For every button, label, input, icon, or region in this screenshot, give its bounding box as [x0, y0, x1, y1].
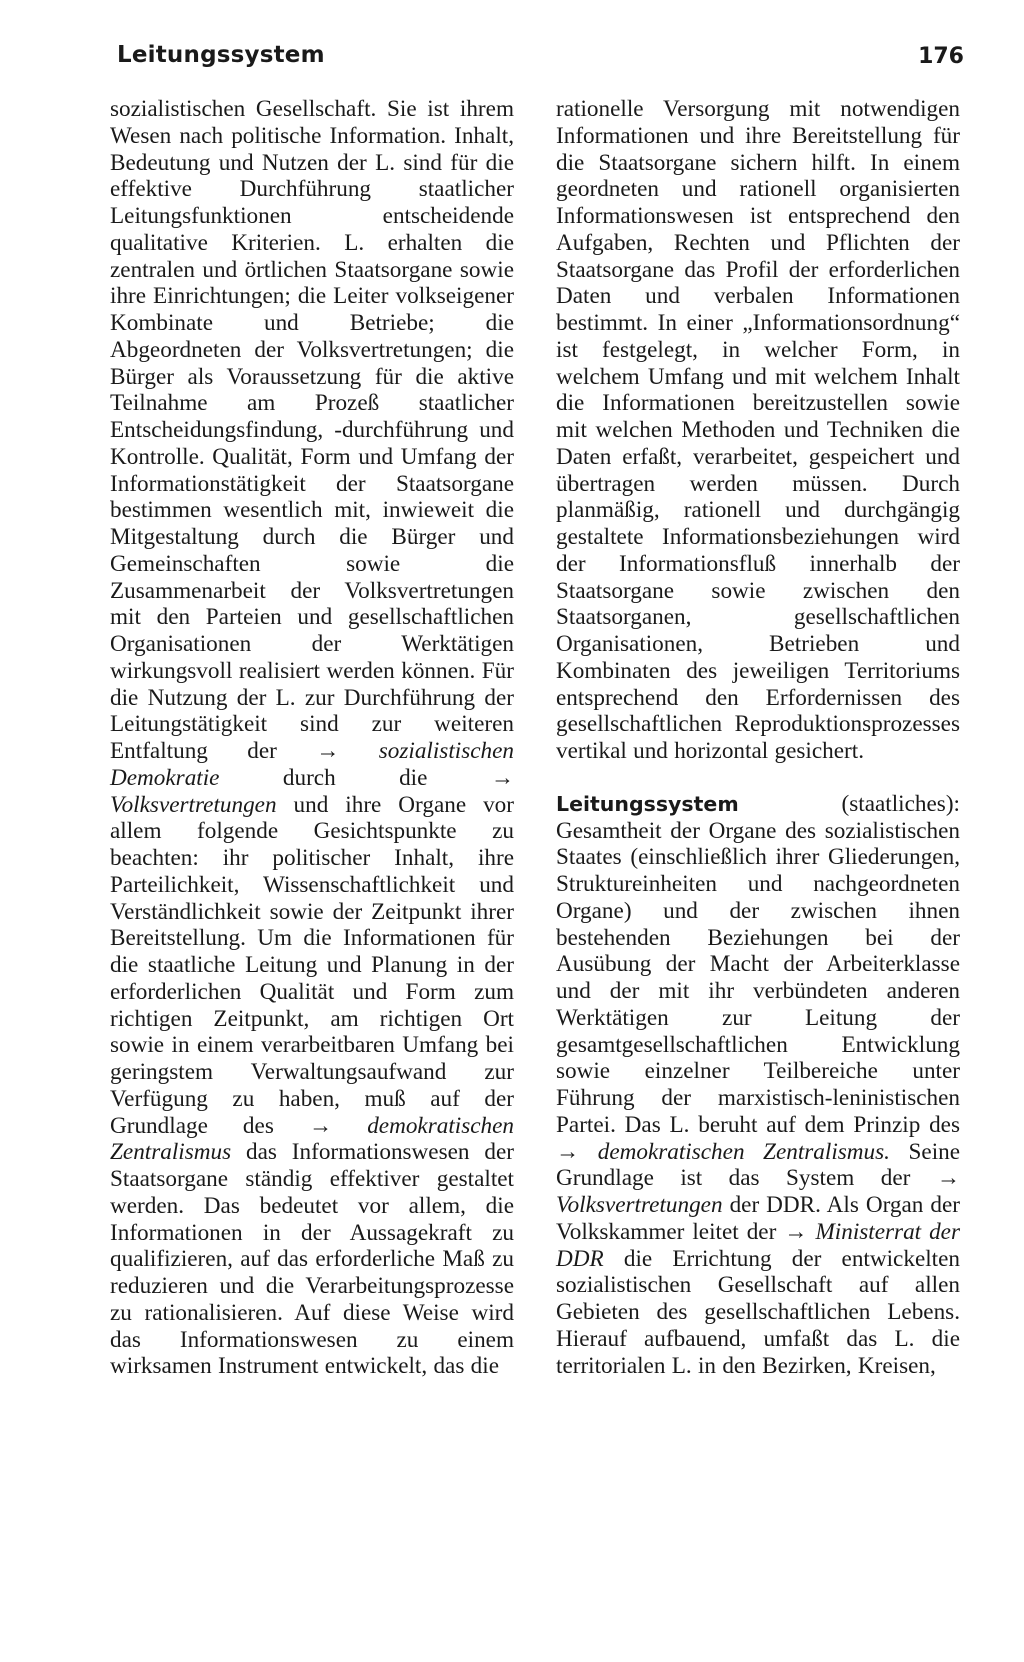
arrow-right-icon: →	[316, 738, 340, 764]
left-column	[110, 96, 514, 1380]
right-text-2: Seine Grundlage ist das System der	[556, 1138, 961, 1192]
cross-ref-sozialistische-demokratie[interactable]: sozialistischen Demokratie	[110, 738, 515, 791]
right-text-3: der DDR. Als Organ der Volkskammer leitet der	[556, 1192, 960, 1245]
left-text-3: und ihre Organe vor allem folgende Gesichtspunkte zu beachten: ihr politischer Inhalt, ihre Parteilichkeit, Wissenschaftlichkeit und Verständlichkeit sowie der Zeitpunkt ihrer Bereitstellung. Um die Informationen für die staatliche Leitung und Planung in der erforderlichen Qualität und Form zum richtigen Zeitpunkt, am richtigen Ort sowie in einem verarbeitbaren Umfang bei geringstem Verwaltungsaufwand zur Verfügung zu haben, muß auf der Grundlage des	[110, 791, 514, 1139]
left-paragraph	[110, 96, 514, 1380]
left-text-1: sozialistischen Gesellschaft. Sie ist ihrem Wesen nach politische Information. Inhalt, Bedeutung und Nutzen der L. sind für die effektive Durchführung staatlicher Leitungsfunktionen entscheidende qualitative Kriterien. L. erhalten die zentralen und örtlichen Staatsorgane sowie ihre Einrichtungen; die Leiter volkseigener Kombinate und Betriebe; die Abgeordneten der Volksvertretungen; die Bürger als Voraussetzung für die aktive Teilnahme am Prozeß staatlicher Entscheidungsfindung, -durchführung und Kontrolle. Qualität, Form und Umfang der Informationstätigkeit der Staatsorgane bestimmen wesentlich mit, inwieweit die Mitgestaltung durch die Bürger und Gemeinschaften sowie die Zusammenarbeit der Volksvertretungen mit den Parteien und gesellschaftlichen Organisationen der Werktätigen wirkungsvoll realisiert werden können. Für die Nutzung der L. zur Durchführung der Leitungstätigkeit sind zur weiteren Entfaltung der	[110, 96, 514, 764]
arrow-right-icon: →	[556, 1138, 580, 1165]
page-number: 176	[918, 44, 964, 69]
right-paragraph-continuation: rationelle Versorgung mit notwendigen Informationen und ihre Bereitstellung für die Staatsorgane sichern hilft. In einem geordneten und rationell organisierten Informationswesen ist entsprechend den Aufgaben, Rechten und Pflichten der Staatsorgane das Profil der erforderlichen Daten und verbalen Informationen bestimmt. In einer „Informationsordnung“ ist festgelegt, in welcher Form, in welchem Umfang und mit welchem Inhalt die Informationen bereitzustellen sowie mit welchen Methoden und Techniken die Daten erfaßt, verarbeitet, gespeichert und übertragen werden müssen. Durch planmäßig, rationell und durchgängig gestaltete Informationsbeziehungen wird der Informationsfluß innerhalb der Staatsorgane sowie zwischen den Staatsorganen, gesellschaftlichen Organisationen, Betrieben und Kombinaten des jeweiligen Territoriums entsprechend den Erfordernissen des gesellschaftlichen Reproduktionsprozesses vertikal und horizontal gesichert.	[556, 96, 960, 764]
right-column	[556, 96, 960, 1379]
cross-ref-volksvertretungen[interactable]: Volksvertretungen	[110, 791, 277, 818]
entry-lemma: Leitungssystem	[556, 791, 739, 816]
entry-leitungssystem	[556, 791, 960, 1380]
arrow-right-icon: →	[936, 1165, 961, 1192]
left-text-2: durch die	[282, 764, 428, 791]
arrow-right-icon: →	[784, 1218, 808, 1245]
arrow-right-icon: →	[308, 1112, 333, 1139]
arrow-right-icon: →	[490, 764, 514, 791]
right-text-4: die Errichtung der entwickelten sozialistischen Gesellschaft auf allen Gebieten des gesellschaftlichen Lebens. Hierauf aufbauend, umfaßt das L. die territorialen L. in den Bezirken, Kreisen,	[556, 1245, 961, 1379]
cross-ref-demokratischer-zentralismus[interactable]: demokratischen Zentralismus	[110, 1112, 515, 1166]
left-text-4: das Informationswesen der Staatsorgane ständig effektiver gestaltet werden. Das bedeutet vor allem, die Informationen in der Aussagekraft zu qualifizieren, auf das erforderliche Maß zu reduzieren und die Verarbeitungsprozesse zu rationalisieren. Auf diese Weise wird das Informationswesen zu einem wirksamen Instrument entwickelt, das die	[110, 1139, 514, 1380]
cross-ref-ministerrat-der-ddr[interactable]: Ministerrat der DDR	[556, 1218, 960, 1272]
cross-ref-volksvertretungen[interactable]: Volksvertretungen	[556, 1192, 723, 1218]
cross-ref-demokratischer-zentralismus[interactable]: demokratischen Zentralismus.	[597, 1138, 890, 1165]
right-text-1: (staatliches): Gesamtheit der Organe des sozialistischen Staates (einschließlich ihrer Gliederungen, Struktureinheiten und nachgeordneten Organe) und der zwischen ihnen bestehenden Beziehungen bei der Ausübung der Macht der Arbeiterklasse und der mit ihr verbündeten anderen Werktätigen zur Leitung der gesamtgesellschaftlichen Entwicklung sowie einzelner Teilbereiche unter Führung der marxistisch-leninistischen Partei. Das L. beruht auf dem Prinzip des	[556, 790, 960, 1138]
running-head-title: Leitungssystem	[117, 42, 325, 68]
